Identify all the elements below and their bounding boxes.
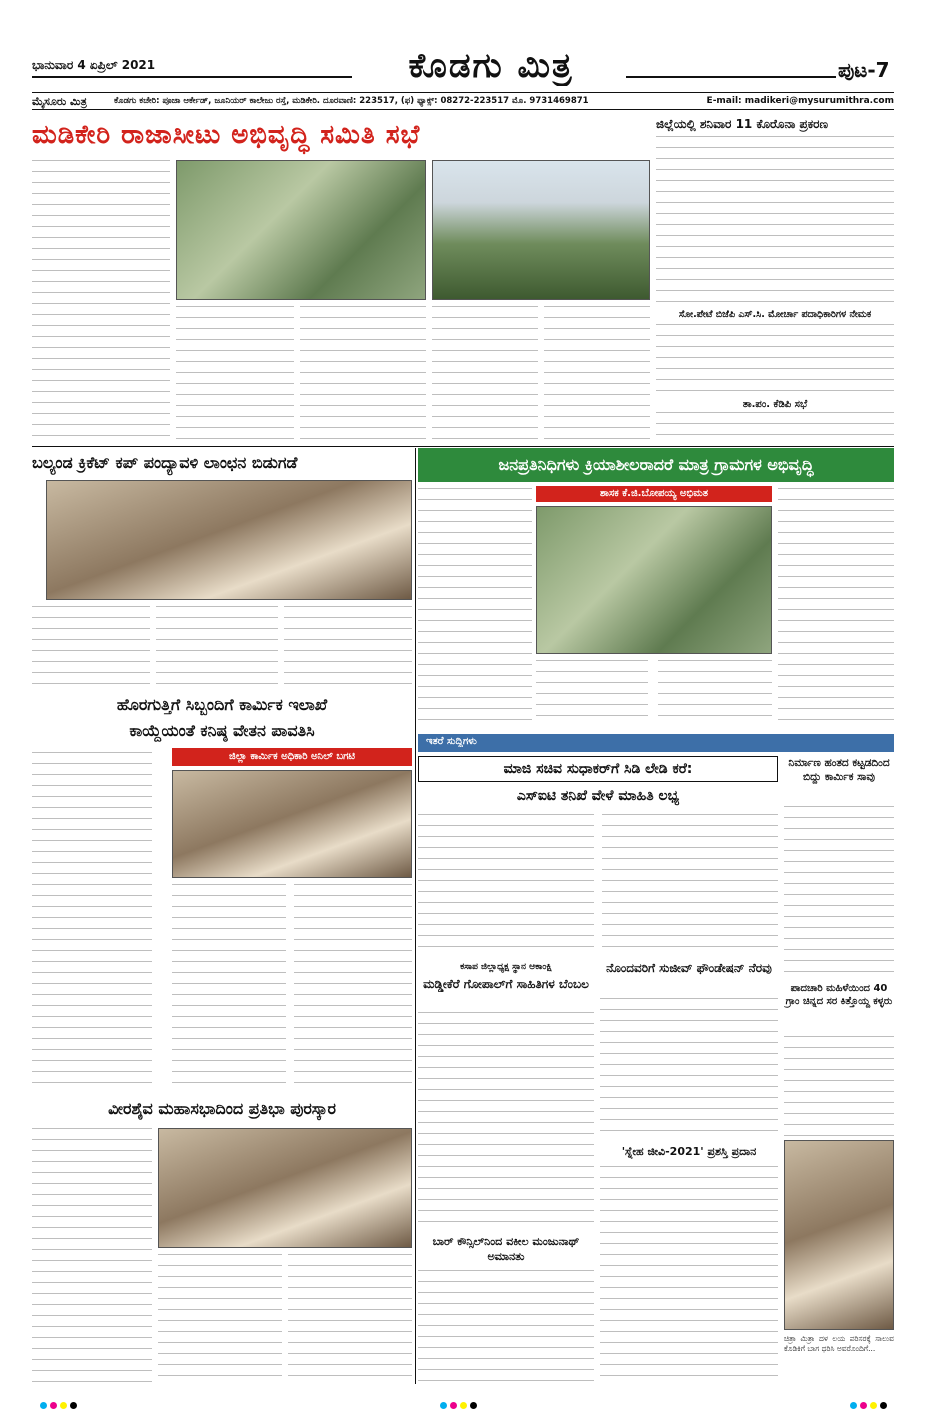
veerashaiva-body-col3: [288, 1254, 412, 1384]
cricket-body-col3: [284, 606, 412, 688]
theft-body: [784, 1036, 894, 1136]
rajaseat-body-col3: [300, 306, 426, 442]
veerashaiva-body-col2: [158, 1254, 282, 1384]
veerashaiva-article: [32, 1096, 412, 1384]
registration-marks-left: [40, 1402, 77, 1409]
felicitation-caption: ಚಿತ್ರಾ ಮಿತ್ರಾ ದಳ ಲಯ ಪರಿಸರಕ್ಕೆ ಸಾಲುವ ಕೊಡಿಕಿಗೆ ಬಾಗ ಧರಿಸಿ ಅವರೊಂದಿಗೆ...: [784, 1334, 894, 1353]
sahitya-headline: ಮಡ್ಡೀಕೆರೆ ಗೋಪಾಲ್‌ಗೆ ಸಾಹಿತಿಗಳ ಬೆಂಬಲ: [423, 977, 589, 991]
office-address: ಕೊಡಗು ಕಚೇರಿ: ಪೂಜಾ ಆರ್ಕೇಡ್, ಜೂನಿಯರ್ ಕಾಲೇಜು ರಸ್ತೆ, ಮಡಿಕೇರಿ. ದೂರವಾಣಿ: 223517, (ಫ) ಫ್ಯಾಕ್ಸ್: 08272-223517 ಮೊ. 9731469871: [114, 96, 589, 106]
rajaseat-body-col2: [176, 306, 294, 442]
worker-death-body: [784, 806, 894, 976]
logo-rule-left: [32, 76, 352, 78]
veerashaiva-body-col1: [32, 1128, 152, 1384]
kdp-body: [656, 412, 894, 442]
rajaseat-body-col5: [544, 306, 650, 442]
page-number: ಪುಟ-7: [838, 58, 890, 82]
sneha-headline: 'ಸ್ನೇಹ ಜೀವಿ-2021' ಪ್ರಶಸ್ತಿ ಪ್ರದಾನ: [621, 1145, 757, 1158]
worker-death-headline: ನಿರ್ಮಾಣ ಹಂತದ ಕಟ್ಟಡದಿಂದ ಬಿದ್ದು ಕಾರ್ಮಿಕ ಸಾವು: [788, 757, 890, 783]
felicitation-photo: [784, 1140, 894, 1330]
covid-subhead: ಸೋ.ಪೇಟೆ ಬಿಜೆಪಿ ಎಸ್.ಸಿ. ಮೋರ್ಚಾ ಪದಾಧಿಕಾರಿಗಳ ನೇಮಕ: [678, 309, 872, 320]
villages-subhead: ಶಾಸಕ ಕೆ.ಜಿ.ಬೋಪಯ್ಯ ಅಭಿಮತ: [536, 486, 772, 502]
covid-headline: ಜಿಲ್ಲೆಯಲ್ಲಿ ಶನಿವಾರ 11 ಕೊರೊನಾ ಪ್ರಕರಣ: [656, 117, 829, 131]
covid-article: [656, 114, 894, 444]
labour-kicker: ಜಿಲ್ಲಾ ಕಾರ್ಮಿಕ ಅಧಿಕಾರಿ ಅನಿಲ್ ಬಗಟಿ: [172, 748, 412, 766]
rajaseat-body-col4: [432, 306, 538, 442]
bar-council-article: [418, 1234, 594, 1384]
cd-lady-headline-1: ಮಾಜಿ ಸಚಿವ ಸುಧಾಕರ್‌ಗೆ ಸಿಡಿ ಲೇಡಿ ಕರೆ:: [418, 756, 778, 782]
sujeev-headline: ನೊಂದವರಿಗೆ ಸುಜೀವ್ ಫೌಂಡೇಷನ್ ನೆರವು: [606, 961, 772, 975]
cricket-article: [32, 448, 412, 688]
cricket-photo: [46, 480, 412, 600]
veerashaiva-headline: ವೀರಶೈವ ಮಹಾಸಭಾದಿಂದ ಪ್ರತಿಭಾ ಪುರಸ್ಕಾರ: [108, 1099, 336, 1118]
villages-article: [418, 448, 894, 728]
labour-headline-2: ಕಾಯ್ದೆಯಂತೆ ಕನಿಷ್ಠ ವೇತನ ಪಾವತಿಸಿ: [129, 721, 315, 740]
villages-body-col4: [778, 488, 894, 726]
theft-headline: ಪಾದಚಾರಿ ಮಹಿಳೆಯಿಂದ 40 ಗ್ರಾಂ ಚಿನ್ನದ ಸರ ಕಿತ್ತೊಯ್ದ ಕಳ್ಳರು: [785, 983, 893, 1007]
rajaseat-body-col1: [32, 160, 170, 442]
logo-rule-right: [626, 76, 836, 78]
villages-photo: [536, 506, 772, 654]
issue-date: ಭಾನುವಾರ 4 ಏಪ್ರಿಲ್ 2021: [32, 58, 156, 72]
rajaseat-headline: ಮಡಿಕೇರಿ ರಾಜಾಸೀಟು ಅಭಿವೃದ್ಧಿ ಸಮಿತಿ ಸಭೆ: [32, 120, 421, 150]
cd-lady-headline-2: ಎಸ್‌ಐಟಿ ತನಿಖೆ ವೇಳೆ ಮಾಹಿತಿ ಲಭ್ಯ: [516, 788, 680, 804]
sujeev-article: [600, 960, 778, 1140]
rajaseat-photo-garden: [432, 160, 650, 300]
newspaper-logo: ಕೊಡಗು ಮಿತ್ರ: [408, 46, 574, 86]
villages-body-col1: [418, 488, 532, 726]
kdp-subhead: ತಾ.ಪಂ. ಕೆಡಿಪಿ ಸಭೆ: [742, 399, 808, 410]
covid-body: [656, 136, 894, 304]
sahitya-article: [418, 960, 594, 1230]
cricket-headline: ಬಲ್ಯಂಡ ಕ್ರಿಕೆಟ್ ಕಪ್ ಪಂದ್ಯಾವಳಿ ಲಾಂಛನ ಬಿಡುಗಡೆ: [32, 453, 298, 472]
labour-article: [32, 692, 412, 1092]
villages-body-col2: [536, 660, 648, 726]
rajaseat-photo-gate: [176, 160, 426, 300]
villages-headline: ಜನಪ್ರತಿನಿಧಿಗಳು ಕ್ರಿಯಾಶೀಲರಾದರೆ ಮಾತ್ರ ಗ್ರಾಮಗಳ ಅಭಿವೃದ್ಧಿ: [418, 448, 894, 482]
sahitya-body: [418, 1012, 594, 1230]
labour-body-col2: [172, 884, 286, 1092]
sneha-article: [600, 1144, 778, 1384]
labour-body-col3: [294, 884, 412, 1092]
masthead-bar: [32, 92, 894, 110]
labour-body-col1: [32, 752, 152, 1092]
sub-brand: ಮೈಸೂರು ಮಿತ್ರ: [32, 95, 87, 108]
bar-council-body: [418, 1270, 594, 1384]
sujeev-body: [600, 998, 778, 1140]
rajaseat-article: [32, 114, 652, 444]
cd-lady-body-col2: [602, 814, 778, 954]
sneha-body: [600, 1166, 778, 1384]
labour-photo: [172, 770, 412, 878]
masthead: [0, 0, 945, 108]
rule-top: [32, 446, 894, 447]
villages-body-col3: [658, 660, 772, 726]
email: E-mail: madikeri@mysurumithra.com: [706, 96, 894, 106]
other-news-label: ಇತರೆ ಸುದ್ದಿಗಳು: [426, 736, 477, 747]
cricket-body-col2: [156, 606, 278, 688]
cd-lady-article: [418, 756, 778, 956]
registration-marks-center: [440, 1402, 477, 1409]
covid-sub-body: [656, 324, 894, 394]
other-news-bar: [418, 734, 894, 752]
veerashaiva-photo: [158, 1128, 412, 1248]
cd-lady-body-col1: [418, 814, 594, 954]
registration-marks-right: [850, 1402, 887, 1409]
right-column: [784, 756, 894, 1136]
rule-vertical-mid: [415, 448, 416, 1384]
cricket-body-col1: [32, 606, 150, 688]
bar-council-headline: ಬಾರ್ ಕೌನ್ಸಿಲ್‌ನಿಂದ ವಕೀಲ ಮಂಜುನಾಥ್ ಅಮಾನತು: [432, 1235, 580, 1263]
sahitya-kicker: ಕಸಾಪ ಜಿಲ್ಲಾಧ್ಯಕ್ಷ ಸ್ಥಾನ ಆಕಾಂಕ್ಷಿ: [460, 962, 552, 972]
labour-headline-1: ಹೊರಗುತ್ತಿಗೆ ಸಿಬ್ಬಂದಿಗೆ ಕಾರ್ಮಿಕ ಇಲಾಖೆ: [116, 695, 328, 714]
